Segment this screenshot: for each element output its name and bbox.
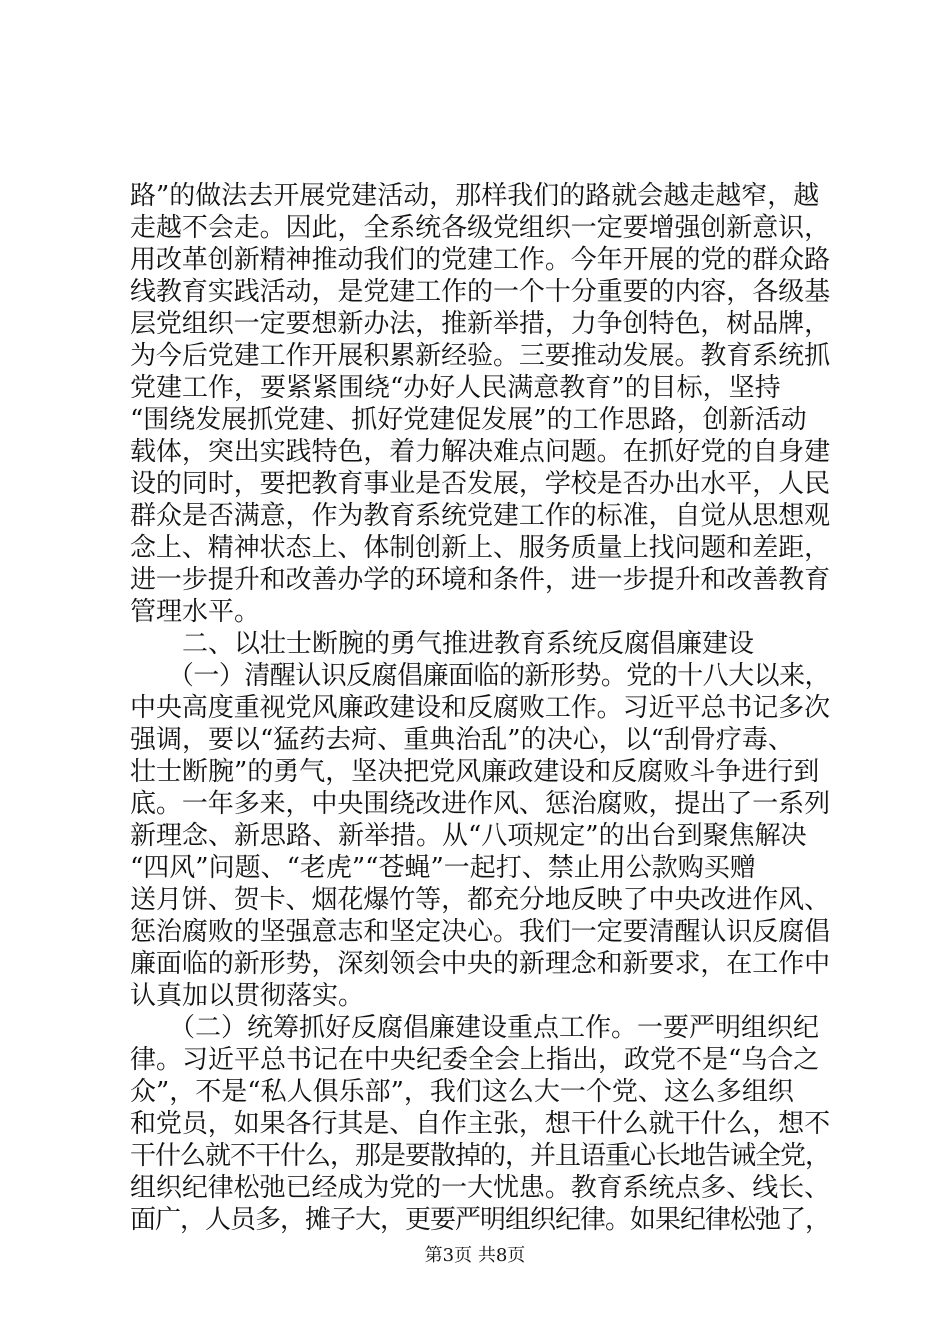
text-line: 用改革创新精神推动我们的党建工作。今年开展的党的群众路	[130, 245, 830, 275]
text-line: 为今后党建工作开展积累新经验。三要推动发展。教育系统抓	[130, 341, 830, 371]
text-line: 中央高度重视党风廉政建设和反腐败工作。习近平总书记多次	[130, 693, 830, 723]
text-line: 设的同时，要把教育事业是否发展，学校是否办出水平，人民	[130, 469, 830, 499]
text-line: 载体，突出实践特色，着力解决难点问题。在抓好党的自身建	[130, 437, 830, 467]
text-line: 线教育实践活动，是党建工作的一个十分重要的内容，各级基	[130, 277, 830, 307]
text-line: 底。一年多来，中央围绕改进作风、惩治腐败，提出了一系列	[130, 789, 830, 819]
text-line: 认真加以贯彻落实。	[130, 981, 365, 1011]
text-line: 和党员，如果各行其是、自作主张，想干什么就干什么，想不	[130, 1109, 830, 1139]
text-line: “四风”问题、“老虎”“苍蝇”一起打、禁止用公款购买赠	[130, 853, 756, 883]
text-line: 念上、精神状态上、体制创新上、服务质量上找问题和差距，	[130, 533, 830, 563]
text-line: 壮士断腕”的勇气，坚决把党风廉政建设和反腐败斗争进行到	[130, 757, 820, 787]
text-line: 面广，人员多，摊子大，更要严明组织纪律。如果纪律松弛了，	[130, 1205, 830, 1235]
text-line: 层党组织一定要想新办法，推新举措，力争创特色，树品牌，	[130, 309, 830, 339]
text-line: 党建工作，要紧紧围绕“办好人民满意教育”的目标，坚持	[130, 373, 781, 403]
text-line: （二）统筹抓好反腐倡廉建设重点工作。一要严明组织纪	[130, 1013, 820, 1043]
text-line: “围绕发展抓党建、抓好党建促发展”的工作思路，创新活动	[130, 405, 807, 435]
text-line: 管理水平。	[130, 597, 261, 627]
text-line: （一）清醒认识反腐倡廉面临的新形势。党的十八大以来，	[130, 661, 830, 691]
document-body	[130, 180, 830, 1236]
text-line: 惩治腐败的坚强意志和坚定决心。我们一定要清醒认识反腐倡	[130, 917, 830, 947]
text-line: 走越不会走。因此，全系统各级党组织一定要增强创新意识，	[130, 213, 830, 243]
text-line: 二、以壮士断腕的勇气推进教育系统反腐倡廉建设	[130, 629, 755, 659]
text-line: 路”的做法去开展党建活动，那样我们的路就会越走越窄，越	[130, 181, 820, 211]
text-line: 廉面临的新形势，深刻领会中央的新理念和新要求，在工作中	[130, 949, 830, 979]
text-line: 强调，要以“猛药去疴、重典治乱”的决心，以“刮骨疗毒、	[130, 725, 794, 755]
text-line: 律。习近平总书记在中央纪委全会上指出，政党不是“乌合之	[130, 1045, 820, 1075]
text-line: 进一步提升和改善办学的环境和条件，进一步提升和改善教育	[130, 565, 830, 595]
text-line: 群众是否满意，作为教育系统党建工作的标准，自觉从思想观	[130, 501, 830, 531]
text-line: 干什么就不干什么，那是要散掉的，并且语重心长地告诫全党，	[130, 1141, 830, 1171]
text-line: 众”，不是“私人俱乐部”，我们这么大一个党、这么多组织	[130, 1077, 794, 1107]
page-footer: 第3页 共8页	[424, 1245, 526, 1266]
text-line: 新理念、新思路、新举措。从“八项规定”的出台到聚焦解决	[130, 821, 807, 851]
text-line: 组织纪律松弛已经成为党的一大忧患。教育系统点多、线长、	[130, 1173, 830, 1203]
text-line: 送月饼、贺卡、烟花爆竹等，都充分地反映了中央改进作风、	[130, 885, 830, 915]
